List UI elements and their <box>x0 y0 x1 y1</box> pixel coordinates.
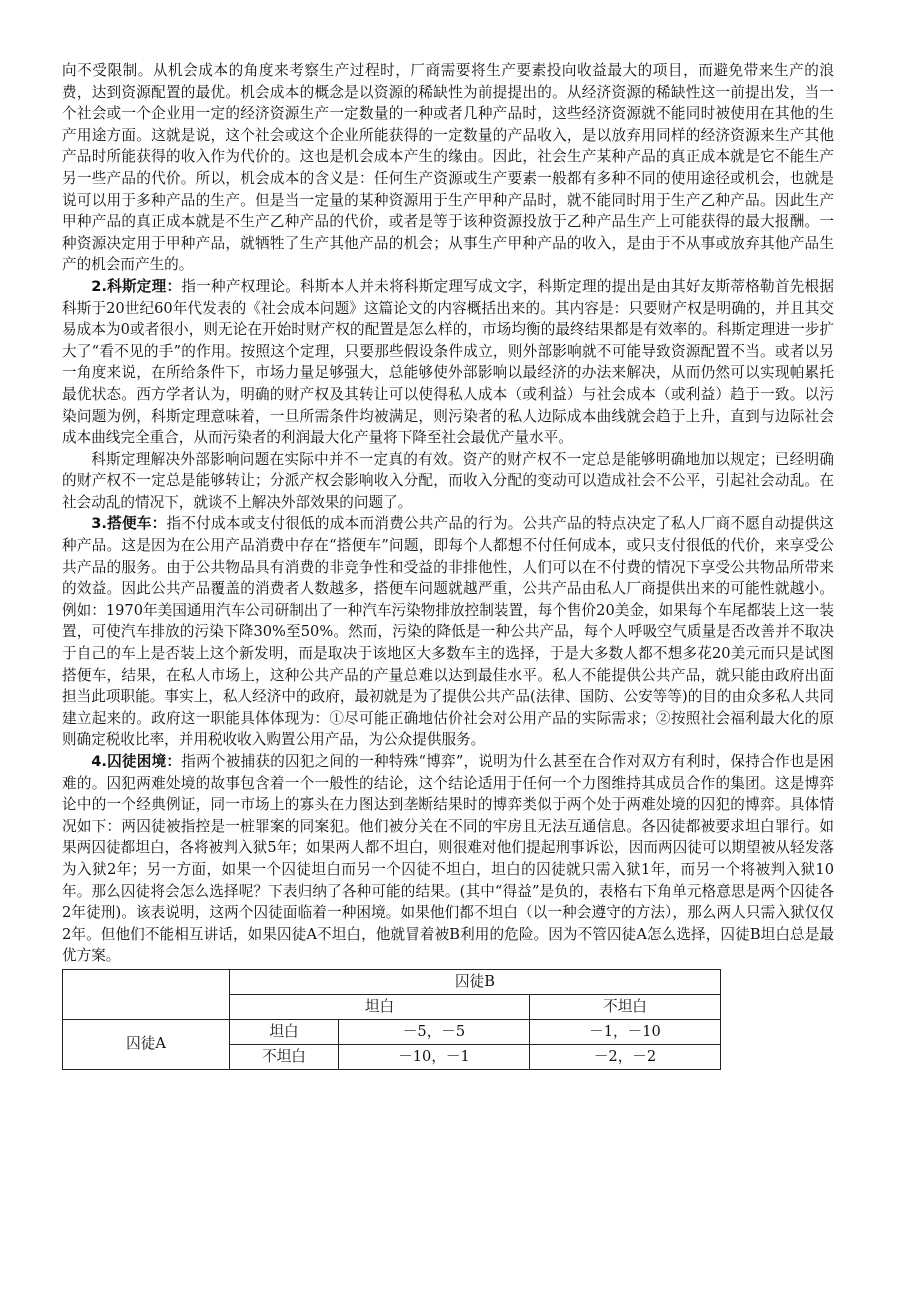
payoff-cell: －1，－10 <box>530 1019 721 1044</box>
coase-theorem-term: 2.科斯定理： <box>91 277 182 295</box>
payoff-cell: －2，－2 <box>530 1044 721 1069</box>
payoff-matrix-table <box>62 969 721 1070</box>
table-row <box>63 1019 721 1044</box>
row-player-header: 囚徒A <box>63 1019 230 1069</box>
prisoners-dilemma-term: 4.囚徒困境： <box>91 753 182 770</box>
payoff-cell: －10，－1 <box>339 1044 530 1069</box>
column-strategy-confess: 坦白 <box>230 994 530 1019</box>
opening-paragraph: 向不受限制。从机会成本的角度来考察生产过程时，厂商需要将生产要素投向收益最大的项目，而避免带来生产的浪费，达到资源配置的最优。机会成本的概念是以资源的稀缺性为前提提出的。从经济资源的稀缺性这一前提出发，当一个社会或一个企业用一定的经济资源生产一定数量的一种或者几种产品时，这些经济资源就不能同时被使用在其他的生产用途方面。这就是说，这个社会或这个企业所能获得的一定数量的产品收入，是以放弃用同样的经济资源来生产其他产品时所能获得的收入作为代价的。这也是机会成本产生的缘由。因此，社会生产某种产品的真正成本就是它不能生产另一些产品的代价。所以，机会成本的含义是：任何生产资源或生产要素一般都有多种不同的使用途径或机会，也就是说可以用于多种产品的生产。但是当一定量的某种资源用于生产甲种产品时，就不能同时用于生产乙种产品。因此生产甲种产品的真正成本就是不生产乙种产品的代价，或者是等于该种资源投放于乙种产品生产上可能获得的最大报酬。一种资源决定用于甲种产品，就牺牲了生产其他产品的机会；从事生产甲种产品的收入，是由于不从事或放弃其他产品生产的机会而产生的。 <box>62 62 834 274</box>
column-strategy-deny: 不坦白 <box>530 994 721 1019</box>
row-strategy-deny: 不坦白 <box>230 1044 339 1069</box>
table-row <box>63 969 721 994</box>
coase-theorem-paragraph <box>62 276 834 449</box>
free-rider-paragraph <box>62 513 834 751</box>
payoff-cell: －5，－5 <box>339 1019 530 1044</box>
prisoners-dilemma-paragraph <box>62 751 834 967</box>
free-rider-term: 3.搭便车： <box>91 515 167 533</box>
column-player-header: 囚徒B <box>230 969 721 994</box>
free-rider-body: 指不付成本或支付很低的成本而消费公共产品的行为。公共产品的特点决定了私人厂商不愿自动提供这种产品。这是因为在公用产品消费中存在“搭便车”问题，即每个人都想不付任何成本，或只支付很低的代价，来享受公共产品的服务。由于公共物品具有消费的非竞争性和受益的非排他性，人们可以在不付费的情况下享受公共物品所带来的效益。因此公共产品覆盖的消费者人数越多，搭便车问题就越严重，公共产品由私人厂商提供出来的可能性就越小。例如：1970年美国通用汽车公司研制出了一种汽车污染物排放控制装置，每个售价20美金，如果每个车尾都装上这一装置，可使汽车排放的污染下降30%至50%。然而，污染的降低是一种公共产品，每个人呼吸空气质量是否改善并不取决于自己的车上是否装上这个新发明，而是取决于该地区大多数车主的选择，于是大多数人都不想多花20美元而只是试图搭便车，结果，在私人市场上，这种公共产品的产量总难以达到最佳水平。私人不能提供公共产品，就只能由政府出面担当此项职能。事实上，私人经济中的政府，最初就是为了提供公共产品(法律、国防、公安等等)的目的由众多私人共同建立起来的。政府这一职能具体体现为：①尽可能正确地估价社会对公用产品的实际需求；②按照社会福利最大化的原则确定税收比率，并用税收收入购置公用产品，为公众提供服务。 <box>62 515 834 749</box>
prisoners-dilemma-body: 指两个被捕获的囚犯之间的一种特殊“博弈”，说明为什么甚至在合作对双方有利时，保持合作也是困难的。囚犯两难处境的故事包含着一个一般性的结论，这个结论适用于任何一个力图维持其成员合作的集团。这是博弈论中的一个经典例证，同一市场上的寡头在力图达到垄断结果时的博弈类似于两个处于两难处境的囚犯的博弈。具体情况如下：两囚徒被指控是一桩罪案的同案犯。他们被分关在不同的牢房且无法互通信息。各囚徒都被要求坦白罪行。如果两囚徒都坦白，各将被判入狱5年；如果两人都不坦白，则很难对他们提起刑事诉讼，因而两囚徒可以期望被从轻发落为入狱2年；另一方面，如果一个囚徒坦白而另一个囚徒不坦白，坦白的囚徒就只需入狱1年，而另一个将被判入狱10年。那么囚徒将会怎么选择呢？下表归纳了各种可能的结果。(其中“得益”是负的，表格右下角单元格意思是两个囚徒各2年徒刑)。该表说明，这两个囚徒面临着一种困境。如果他们都不坦白（以一种会遵守的方法），那么两人只需入狱仅仅2年。但他们不能相互讲话，如果囚徒A不坦白，他就冒着被B利用的危险。因为不管囚徒A怎么选择，囚徒B坦白总是最优方案。 <box>62 753 834 965</box>
table-corner-cell <box>63 969 230 1019</box>
coase-theorem-body: 指一种产权理论。科斯本人并未将科斯定理写成文字，科斯定理的提出是由其好友斯蒂格勒首先根据科斯于20世纪60年代发表的《社会成本问题》这篇论文的内容概括出来的。其内容是：只要财产权是明确的，并且其交易成本为0或者很小，则无论在开始时财产权的配置是怎么样的，市场均衡的最终结果都是有效率的。科斯定理进一步扩大了“看不见的手”的作用。按照这个定理，只要那些假设条件成立，则外部影响就不可能导致资源配置不当。或者以另一角度来说，在所给条件下，市场力量足够强大，总能够使外部影响以最经济的办法来解决，从而仍然可以实现帕累托最优状态。西方学者认为，明确的财产权及其转让可以使得私人成本（或利益）与社会成本（或利益）趋于一致。以污染问题为例，科斯定理意味着，一旦所需条件均被满足，则污染者的私人边际成本曲线就会趋于上升，直到与边际社会成本曲线完全重合，从而污染者的利润最大化产量将下降至社会最优产量水平。 <box>62 277 834 447</box>
row-strategy-confess: 坦白 <box>230 1019 339 1044</box>
coase-theorem-note: 科斯定理解决外部影响问题在实际中并不一定真的有效。资产的财产权不一定总是能够明确地加以规定；已经明确的财产权不一定总是能够转让；分派产权会影响收入分配，而收入分配的变动可以造成社会不公平，引起社会动乱。在社会动乱的情况下，就谈不上解决外部效果的问题了。 <box>62 450 834 511</box>
